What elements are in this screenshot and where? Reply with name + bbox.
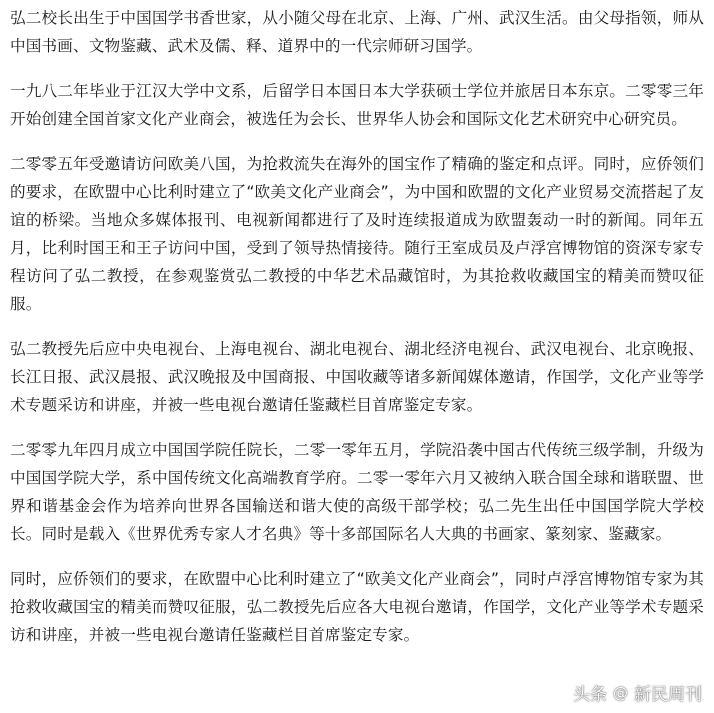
paragraph: 一九八二年毕业于江汉大学中文系，后留学日本国日本大学获硕士学位并旅居日本东京。二零零三年开始创建全国首家文化产业商会，被选任为会长、世界华人协会和国际文化艺术研究中心研究员。 [10,82,704,128]
paragraph: 弘二校长出生于中国国学书香世家，从小随父母在北京、上海、广州、武汉生活。由父母指领，师从中国书画、文物鉴藏、武术及儒、释、道界中的一代宗师研习国学。 [10,9,704,55]
watermark [573,680,702,705]
article-body [10,4,704,666]
paragraph: 同时，应侨领们的要求，在欧盟中心比利时建立了“欧美文化产业商会”，同时卢浮宫博物馆专家为其抢救收藏国宝的精美而赞叹征服，弘二教授先后应各大电视台邀请，作国学，文化产业等学术专题采访和讲座，并被一些电视台邀请任鉴藏栏目首席鉴定专家。 [10,570,704,644]
watermark-at: @ [613,683,628,702]
watermark-account: 新民周刊 [634,685,702,705]
paragraph: 二零零九年四月成立中国国学院任院长，二零一零年五月，学院沿袭中国古代传统三级学制，升级为中国国学院大学，系中国传统文化高端教育学府。二零一零年六月又被纳入联合国全球和谐联盟、世界和谐基金会作为培养向世界各国输送和谐大使的高级干部学校；弘二先生出任中国国学院大学校长。同时是载入《世界优秀专家人才名典》等十多部国际名人大典的书画家、篆刻家、鉴藏家。 [10,441,704,543]
paragraph: 弘二教授先后应中央电视台、上海电视台、湖北电视台、湖北经济电视台、武汉电视台、北京晚报、长江日报、武汉晨报、武汉晚报及中国商报、中国收藏等诸多新闻媒体邀请，作国学，文化产业等学术专题采访和讲座，并被一些电视台邀请任鉴藏栏目首席鉴定专家。 [10,340,704,414]
paragraph: 二零零五年受邀请访问欧美八国，为抢救流失在海外的国宝作了精确的鉴定和点评。同时，应侨领们的要求，在欧盟中心比利时建立了“欧美文化产业商会”，为中国和欧盟的文化产业贸易交流搭起了友谊的桥梁。当地众多媒体报刊、电视新闻都进行了及时连续报道成为欧盟轰动一时的新闻。同年五月，比利时国王和王子访问中国，受到了领导热情接待。随行王室成员及卢浮宫博物馆的资深专家专程访问了弘二教授，在参观鉴赏弘二教授的中华艺术品藏馆时，为其抢救收藏国宝的精美而赞叹征服。 [10,155,704,313]
watermark-platform: 头条 [573,685,607,705]
